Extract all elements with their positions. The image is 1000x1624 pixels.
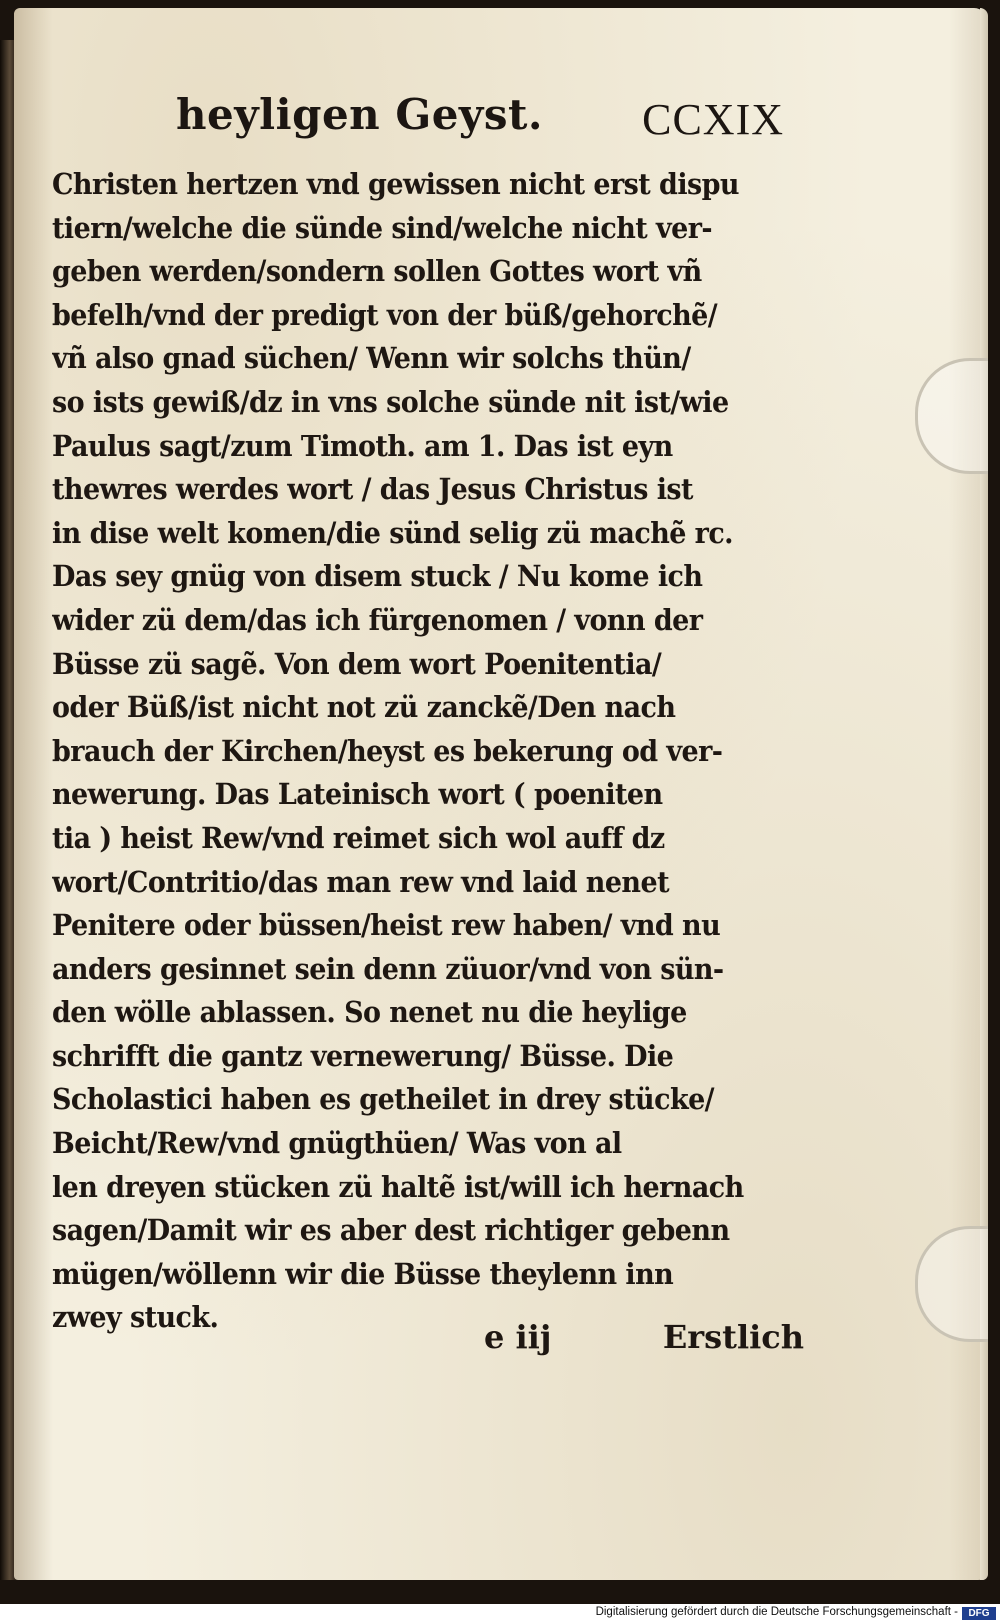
folio-number: CCXIX <box>642 95 784 144</box>
text-line: sagen/Damit wir es aber dest richtiger gebenn <box>52 1213 730 1248</box>
text-line: len dreyen stücken zü haltẽ ist/will ich hernach <box>52 1169 744 1204</box>
text-line: anders gesinnet sein denn züuor/vnd von sün- <box>52 951 724 986</box>
text-line: brauch der Kirchen/heyst es bekerung od ver- <box>52 733 723 768</box>
text-line: tiern/welche die sünde sind/welche nicht ver- <box>52 210 712 245</box>
paper-tab-upper <box>915 358 988 474</box>
text-line: wort/Contritio/das man rew vnd laid nenet <box>52 864 669 899</box>
body-text <box>52 163 812 1340</box>
catchword: Erstlich <box>662 1318 804 1356</box>
text-line: befelh/vnd der predigt von der büß/gehorchẽ/ <box>52 297 718 332</box>
text-line: tia ) heist Rew/vnd reimet sich wol auff dz <box>52 820 665 855</box>
text-line: wider zü dem/das ich fürgenomen / vonn der <box>52 602 703 637</box>
text-line: Scholastici haben es getheilet in drey stücke/ <box>52 1082 714 1117</box>
text-line: Penitere oder büssen/heist rew haben/ vnd nu <box>52 908 721 943</box>
text-line: newerung. Das Lateinisch wort ( poeniten <box>52 777 663 812</box>
text-line: Christen hertzen vnd gewissen nicht erst dispu <box>52 167 739 201</box>
text-line: Das sey gnüg von disem stuck / Nu kome ich <box>52 559 703 594</box>
text-line: schrifft die gantz vernewerung/ Büsse. Die <box>52 1038 674 1073</box>
page-footer <box>484 1318 804 1368</box>
book-page <box>14 8 988 1580</box>
text-line: Beicht/Rew/vnd gnügthüen/ Was von al <box>52 1126 622 1161</box>
text-line: zwey stuck. <box>52 1300 219 1335</box>
page-fore-edge <box>980 8 988 1580</box>
text-line: vñ also gnad süchen/ Wenn wir solchs thün/ <box>52 341 691 376</box>
page-header <box>164 90 784 160</box>
text-line: den wölle ablassen. So nenet nu die heylige <box>52 995 687 1030</box>
running-head: heyligen Geyst. <box>176 90 543 139</box>
text-line: Büsse zü sagẽ. Von dem wort Poenitentia/ <box>52 646 662 681</box>
credit-bar <box>0 1604 1000 1624</box>
text-line: thewres werdes wort / das Jesus Christus ist <box>52 472 693 507</box>
paper-tab-lower <box>915 1226 988 1342</box>
dfg-logo: DFG <box>962 1607 996 1620</box>
funding-credit: Digitalisierung gefördert durch die Deutsche Forschungsgemeinschaft - <box>595 1606 958 1618</box>
text-line: geben werden/sondern sollen Gottes wort vñ <box>52 254 702 289</box>
text-line: mügen/wöllenn wir die Büsse theylenn inn <box>52 1256 674 1291</box>
text-line: Paulus sagt/zum Timoth. am 1. Das ist eyn <box>52 428 673 463</box>
text-line: so ists gewiß/dz in vns solche sünde nit ist/wie <box>52 384 729 419</box>
text-line: oder Büß/ist nicht not zü zanckẽ/Den nach <box>52 690 676 725</box>
signature-mark: e iij <box>484 1318 552 1356</box>
text-line: in dise welt komen/die sünd selig zü machẽ rc. <box>52 515 734 550</box>
